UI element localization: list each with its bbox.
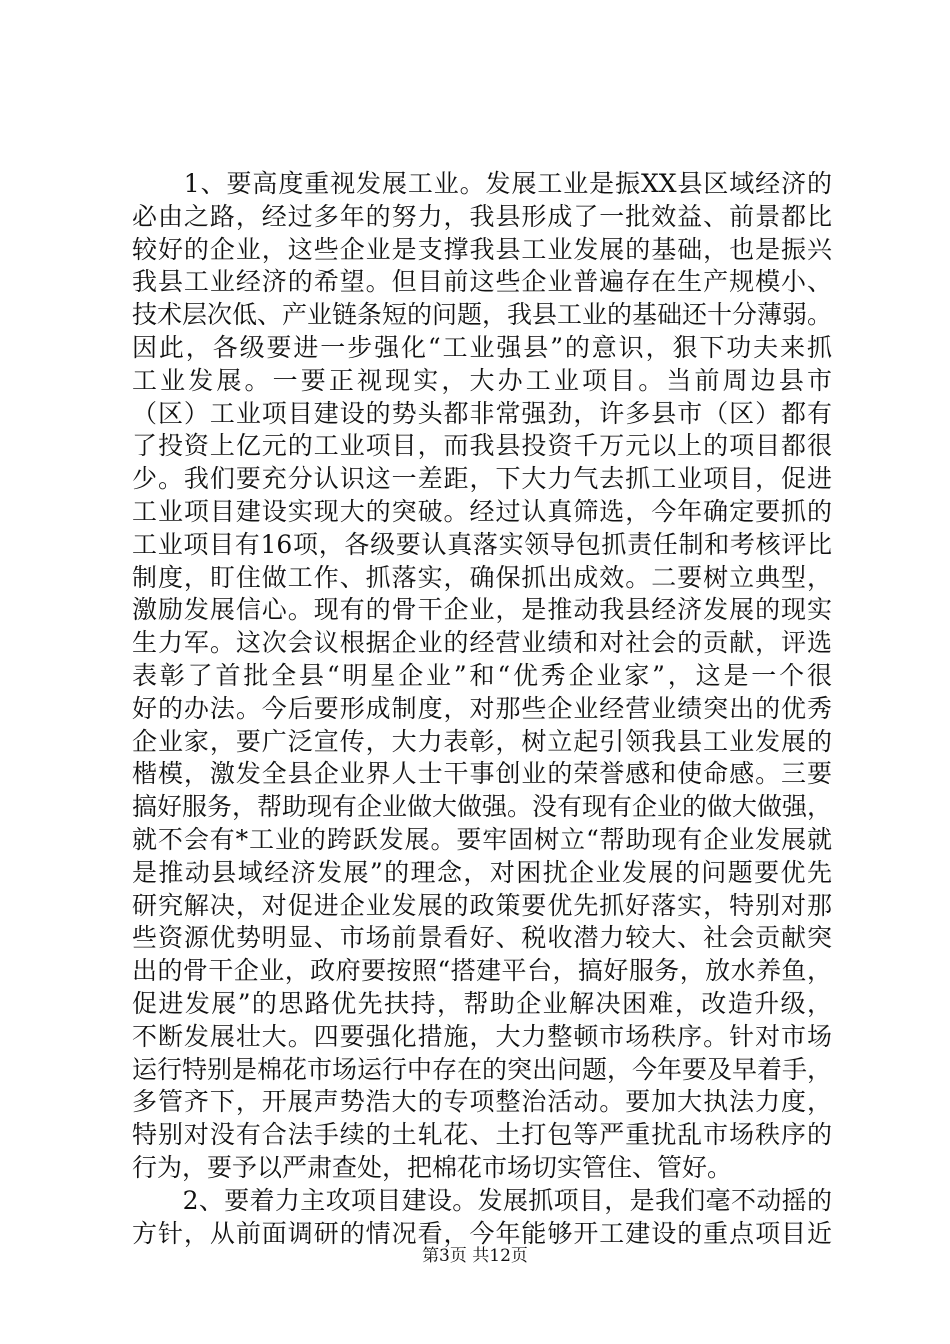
text-line: 就不会有*工业的跨跃发展。要牢固树立“帮助现有企业发展就 [132, 824, 832, 854]
text-line: 表彰了首批全县“明星企业”和“优秀企业家”，这是一个很 [132, 660, 832, 690]
text-line: 研究解决，对促进企业发展的政策要优先抓好落实，特别对那 [132, 890, 832, 920]
page-number: 第3页 共12页 [422, 1246, 528, 1266]
text-line: 激励发展信心。现有的骨干企业，是推动我县经济发展的现实 [132, 595, 832, 625]
text-line: 1、要高度重视发展工业。发展工业是振XX县区域经济的 [132, 169, 832, 198]
text-line: 生力军。这次会议根据企业的经营业绩和对社会的贡献，评选 [132, 628, 832, 658]
text-line: 工业项目有16项，各级要认真落实领导包抓责任制和考核评比 [132, 529, 832, 559]
text-line: 了投资上亿元的工业项目，而我县投资千万元以上的项目都很 [132, 431, 832, 461]
text-line: 技术层次低、产业链条短的问题，我县工业的基础还十分薄弱。 [132, 300, 833, 330]
text-line: 企业家，要广泛宣传，大力表彰，树立起引领我县工业发展的 [132, 726, 832, 756]
page-footer [0, 1241, 950, 1266]
text-line: 楷模，激发全县企业界人士干事创业的荣誉感和使命感。三要 [132, 759, 832, 789]
text-line: 是推动县域经济发展”的理念，对困扰企业发展的问题要优先 [132, 857, 832, 887]
text-line: 少。我们要充分认识这一差距，下大力气去抓工业项目，促进 [132, 464, 832, 494]
text-line: 较好的企业，这些企业是支撑我县工业发展的基础，也是振兴 [132, 234, 832, 264]
text-line: 搞好服务，帮助现有企业做大做强。没有现有企业的做大做强， [132, 792, 833, 822]
text-line: 促进发展”的思路优先扶持，帮助企业解决困难，改造升级， [132, 988, 832, 1018]
text-line: 工业项目建设实现大的突破。经过认真筛选，今年确定要抓的 [132, 496, 832, 526]
text-line: 些资源优势明显、市场前景看好、税收潜力较大、社会贡献突 [132, 923, 832, 953]
text-line: 必由之路，经过多年的努力，我县形成了一批效益、前景都比 [132, 201, 832, 231]
text-line: 2、要着力主攻项目建设。发展抓项目，是我们毫不动摇的 [132, 1185, 832, 1215]
text-line: 方针，从前面调研的情况看，今年能够开工建设的重点项目近 [132, 1218, 832, 1248]
text-line: 特别对没有合法手续的土轧花、土打包等严重扰乱市场秩序的 [132, 1120, 832, 1150]
text-line: 行为，要予以严肃查处，把棉花市场切实管住、管好。 [132, 1152, 733, 1182]
text-line: 工业发展。一要正视现实，大办工业项目。当前周边县市 [132, 365, 832, 395]
text-line: 运行特别是棉花市场运行中存在的突出问题，今年要及早着手， [132, 1054, 833, 1084]
document-body [132, 168, 832, 1250]
text-line: 我县工业经济的希望。但目前这些企业普遍存在生产规模小、 [132, 267, 832, 297]
text-line: 制度，盯住做工作、抓落实，确保抓出成效。二要树立典型， [132, 562, 832, 592]
text-line: 不断发展壮大。四要强化措施，大力整顿市场秩序。针对市场 [132, 1021, 832, 1051]
text-line: 多管齐下，开展声势浩大的专项整治活动。要加大执法力度， [132, 1087, 832, 1117]
text-line: 因此，各级要进一步强化“工业强县”的意识，狠下功夫来抓 [132, 332, 832, 362]
text-line: 出的骨干企业，政府要按照“搭建平台，搞好服务，放水养鱼， [132, 956, 832, 986]
paragraph-1 [132, 168, 832, 1185]
text-line: 好的办法。今后要形成制度，对那些企业经营业绩突出的优秀 [132, 693, 832, 723]
text-line: （区）工业项目建设的势头都非常强劲，许多县市（区）都有 [132, 398, 832, 428]
